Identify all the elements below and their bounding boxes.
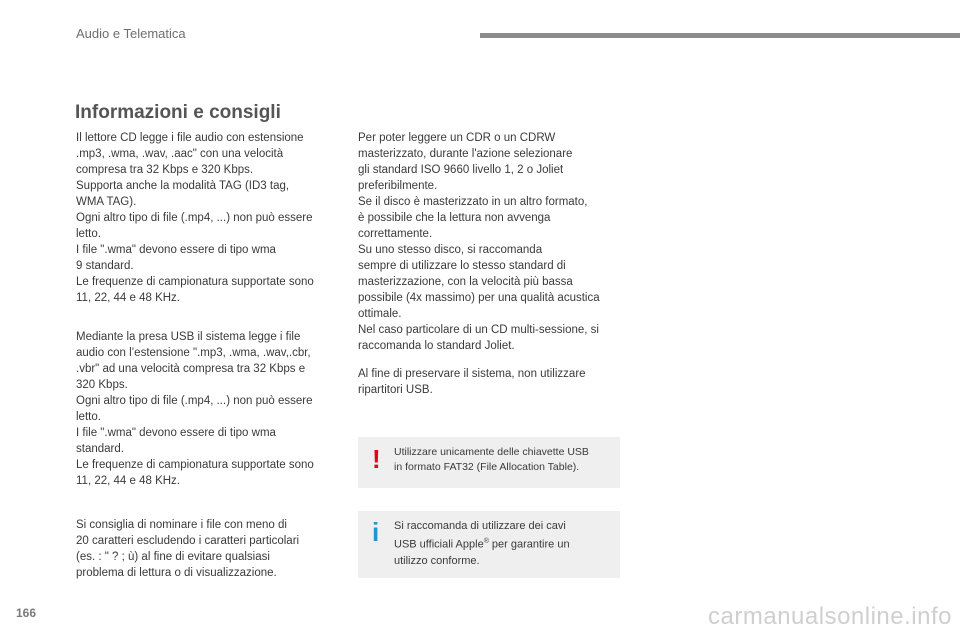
left-column <box>76 130 338 581</box>
info-note-text <box>394 518 612 569</box>
warning-icon: ! <box>372 444 381 474</box>
info-note-box <box>358 511 620 578</box>
usb-splitter-paragraph: Al fine di preservare il sistema, non utilizzare ripartitori USB. <box>358 368 586 396</box>
page-number: 166 <box>16 606 37 620</box>
registered-mark: ® <box>483 538 489 545</box>
cdr-burning-paragraph: Per poter leggere un CDR o un CDRW masterizzato, durante l'azione selezionare gli standard ISO 9660 livello 1, 2 o Joliet preferibilmente. Se il disco è masterizzato in un altro formato, è possibile che la lettura non avvenga correttamente. Su uno stesso disco, si raccomanda sempre di utilizzare lo stesso standard di masterizzazione, con la velocità più bassa possibile (4x massimo) per una qualità acustica ottimale. Nel caso particolare di un CD multi-sessione, si raccomanda lo standard Joliet. <box>358 132 600 352</box>
page-title: Informazioni e consigli <box>75 102 281 123</box>
right-column <box>358 130 624 398</box>
cd-formats-paragraph: Il lettore CD legge i file audio con estensione .mp3, .wma, .wav, .aac" con una velocità compresa tra 32 Kbps e 320 Kbps. Supporta anche la modalità TAG (ID3 tag, WMA TAG). Ogni altro tipo di file (.mp4, ...) non può essere letto. I file ".wma" devono essere di tipo wma 9 standard. Le frequenze di campionatura supportate sono 11, 22, 44 e 48 KHz. <box>76 132 314 304</box>
usb-formats-paragraph: Mediante la presa USB il sistema legge i file audio con l’estensione ".mp3, .wma, .wav,.cbr, .vbr" ad una velocità compresa tra 32 Kbps e 320 Kbps. Ogni altro tipo di file (.mp4, ...) non può essere letto. I file ".wma" devono essere di tipo wma standard. Le frequenze di campionatura supportate sono 11, 22, 44 e 48 KHz. <box>76 331 314 487</box>
section-header-title: Audio e Telematica <box>76 26 186 41</box>
watermark: carmanualsonline.info <box>708 603 952 630</box>
info-icon: i <box>372 517 380 547</box>
header-divider-bar <box>480 33 960 38</box>
warning-note-box <box>358 437 620 488</box>
file-naming-paragraph: Si consiglia di nominare i file con meno di 20 caratteri escludendo i caratteri particolari (es. : " ? ; ù) al fine di evitare qualsiasi problema di lettura o di visualizzazione. <box>76 519 300 579</box>
info-note-text-after: per garantire un utilizzo conforme. <box>394 538 570 567</box>
warning-note-text: Utilizzare unicamente delle chiavette USB in formato FAT32 (File Allocation Table). <box>394 446 589 473</box>
info-note-text-before: Si raccomanda di utilizzare dei cavi USB ufficiali Apple <box>394 520 566 551</box>
